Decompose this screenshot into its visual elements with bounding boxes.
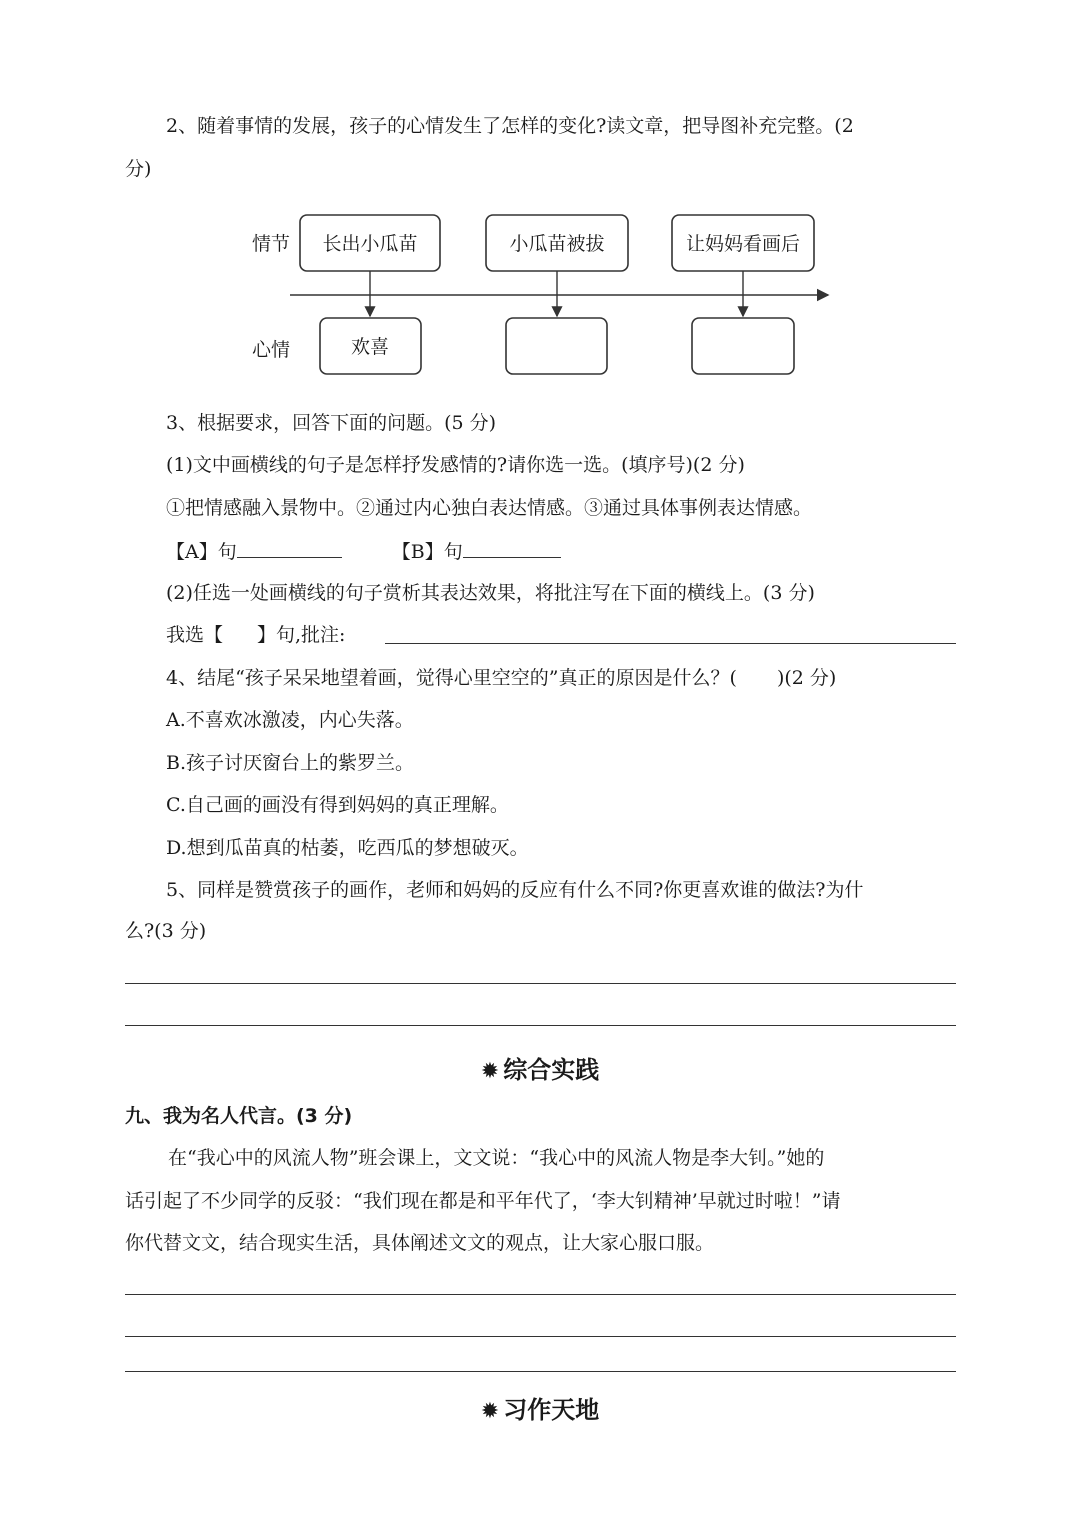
annotation-line[interactable] <box>385 643 956 644</box>
q9-answer-line-3[interactable] <box>125 1371 956 1372</box>
choose-tail: 】句,批注: <box>257 624 346 646</box>
q3-title: 3、根据要求，回答下面的问题。(5 分) <box>166 412 497 434</box>
q4-option-b: B.孩子讨厌窗台上的紫罗兰。 <box>166 752 415 774</box>
q5-answer-line-1[interactable] <box>125 983 956 984</box>
q9-answer-line-2[interactable] <box>125 1336 956 1337</box>
choose-label: 我选【 <box>166 624 224 646</box>
mood-box-3[interactable] <box>692 318 794 374</box>
q9-para-line1: 在“我心中的风流人物”班会课上，文文说：“我心中的风流人物是李大钊。”她的 <box>168 1147 825 1169</box>
q3-answer-row <box>166 537 561 565</box>
q2-text-line1: 2、随着事情的发展，孩子的心情发生了怎样的变化?读文章，把导图补充完整。(2 <box>166 115 854 137</box>
q5-line1: 5、同样是赞赏孩子的画作，老师和妈妈的反应有什么不同?你更喜欢谁的做法?为什 <box>166 879 864 901</box>
q3-choose-row <box>166 622 345 648</box>
star-icon: ✹ <box>480 1059 500 1084</box>
q9-para-line2: 话引起了不少同学的反驳：“我们现在都是和平年代了，‘李大钊精神’早就过时啦！”请 <box>125 1190 841 1212</box>
section-title-writing <box>0 1390 1080 1425</box>
q9-para-line3: 你代替文文，结合现实生活，具体阐述文文的观点，让大家心服口服。 <box>125 1232 715 1254</box>
q5-line2: 么?(3 分) <box>125 920 207 942</box>
mood-mind-map <box>0 0 1080 400</box>
plot-text-3: 让妈妈看画后 <box>685 233 801 255</box>
section-title-writing-text: 习作天地 <box>503 1396 600 1424</box>
q4-title <box>166 665 836 691</box>
answer-a-blank[interactable] <box>237 537 342 558</box>
section-title-practice <box>0 1050 1080 1085</box>
q4-title-end: )(2 分) <box>776 667 837 689</box>
answer-b-label: 【B】句 <box>391 541 463 563</box>
mood-row-label: 心情 <box>252 339 291 361</box>
q4-option-d: D.想到瓜苗真的枯萎，吃西瓜的梦想破灭。 <box>166 837 529 859</box>
q4-option-a: A.不喜欢冰激凌，内心失落。 <box>166 709 414 731</box>
q5-answer-line-2[interactable] <box>125 1025 956 1026</box>
q3-sub1: (1)文中画横线的句子是怎样抒发感情的?请你选一选。(填序号)(2 分) <box>166 454 745 476</box>
q9-answer-line-1[interactable] <box>125 1294 956 1295</box>
section-title-practice-text: 综合实践 <box>503 1056 600 1084</box>
q2-text-line2: 分) <box>125 158 152 180</box>
plot-text-1: 长出小瓜苗 <box>322 233 418 255</box>
q9-title: 九、我为名人代言。(3 分) <box>125 1105 353 1127</box>
q3-options: ①把情感融入景物中。②通过内心独白表达情感。③通过具体事例表达情感。 <box>166 497 813 519</box>
mood-box-2[interactable] <box>506 318 607 374</box>
answer-b-blank[interactable] <box>463 537 561 558</box>
star-icon: ✹ <box>480 1399 500 1424</box>
plot-text-2: 小瓜苗被拔 <box>509 233 605 255</box>
q3-sub2: (2)任选一处画横线的句子赏析其表达效果，将批注写在下面的横线上。(3 分) <box>166 582 815 604</box>
mood-text-1: 欢喜 <box>350 336 390 358</box>
plot-row-label: 情节 <box>252 233 291 255</box>
q4-option-c: C.自己画的画没有得到妈妈的真正理解。 <box>166 794 509 816</box>
answer-a-label: 【A】句 <box>166 541 237 563</box>
q4-title-start: 4、结尾“孩子呆呆地望着画，觉得心里空空的”真正的原因是什么？( <box>166 667 737 689</box>
